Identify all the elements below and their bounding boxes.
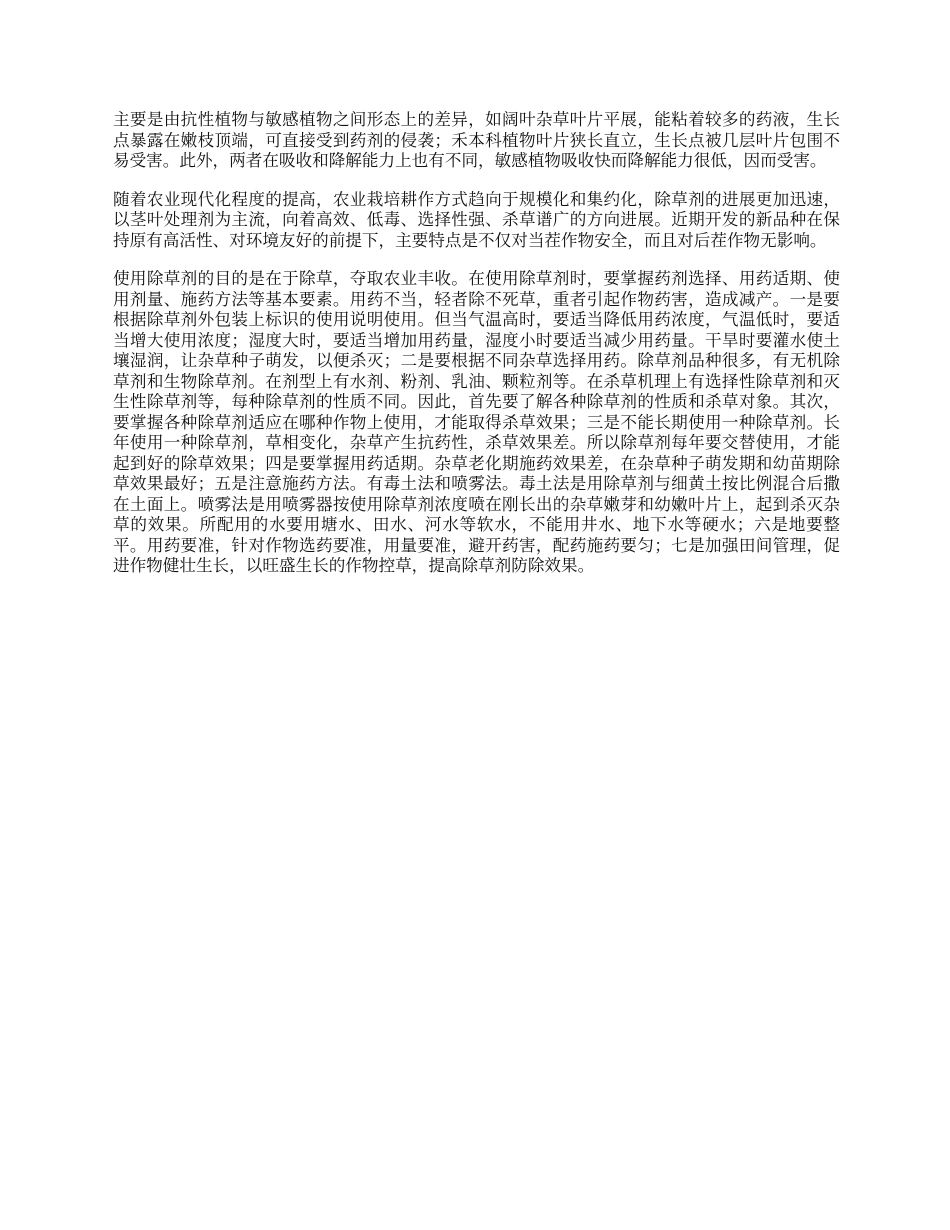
paragraph-herbicide-development: 随着农业现代化程度的提高，农业栽培耕作方式趋向于规模化和集约化，除草剂的进展更加迅速，以茎叶处理剂为主流，向着高效、低毒、选择性强、杀草谱广的方向进展。近期开发的新品种在保持原有高活性、对环境友好的前提下，主要特点是不仅对当茬作物安全，而且对后茬作物无影响。 (113, 189, 840, 250)
document-body (113, 110, 840, 595)
paragraph-morphology-difference: 主要是由抗性植物与敏感植物之间形态上的差异，如阔叶杂草叶片平展，能粘着较多的药液，生长点暴露在嫩枝顶端，可直接受到药剂的侵袭；禾本科植物叶片狭长直立，生长点被几层叶片包围不易受害。此外，两者在吸收和降解能力上也有不同，敏感植物吸收快而降解能力很低，因而受害。 (113, 110, 840, 170)
paragraph-herbicide-usage: 使用除草剂的目的是在于除草，夺取农业丰收。在使用除草剂时，要掌握药剂选择、用药适期、使用剂量、施药方法等基本要素。用药不当，轻者除不死草，重者引起作物药害，造成减产。一是要根据除草剂外包装上标识的使用说明使用。但当气温高时，要适当降低用药浓度，气温低时，要适当增大使用浓度；湿度大时，要适当增加用药量，湿度小时要适当减少用药量。干旱时要灌水使土壤湿润，让杂草种子萌发，以便杀灭；二是要根据不同杂草选择用药。除草剂品种很多，有无机除草剂和生物除草剂。在剂型上有水剂、粉剂、乳油、颗粒剂等。在杀草机理上有选择性除草剂和灭生性除草剂等，每种除草剂的性质不同。因此，首先要了解各种除草剂的性质和杀草对象。其次，要掌握各种除草剂适应在哪种作物上使用，才能取得杀草效果；三是不能长期使用一种除草剂。长年使用一种除草剂，草相变化，杂草产生抗药性，杀草效果差。所以除草剂每年要交替使用，才能起到好的除草效果；四是要掌握用药适期。杂草老化期施药效果差，在杂草种子萌发期和幼苗期除草效果最好；五是注意施药方法。有毒土法和喷雾法。毒土法是用除草剂与细黄土按比例混合后撒在土面上。喷雾法是用喷雾器按使用除草剂浓度喷在刚长出的杂草嫩芽和幼嫩叶片上，起到杀灭杂草的效果。所配用的水要用塘水、田水、河水等软水，不能用井水、地下水等硬水；六是地要整平。用药要准，针对作物选药要准，用量要准，避开药害，配药施药要匀；七是加强田间管理，促进作物健壮生长，以旺盛生长的作物控草，提高除草剂防除效果。 (113, 269, 840, 575)
